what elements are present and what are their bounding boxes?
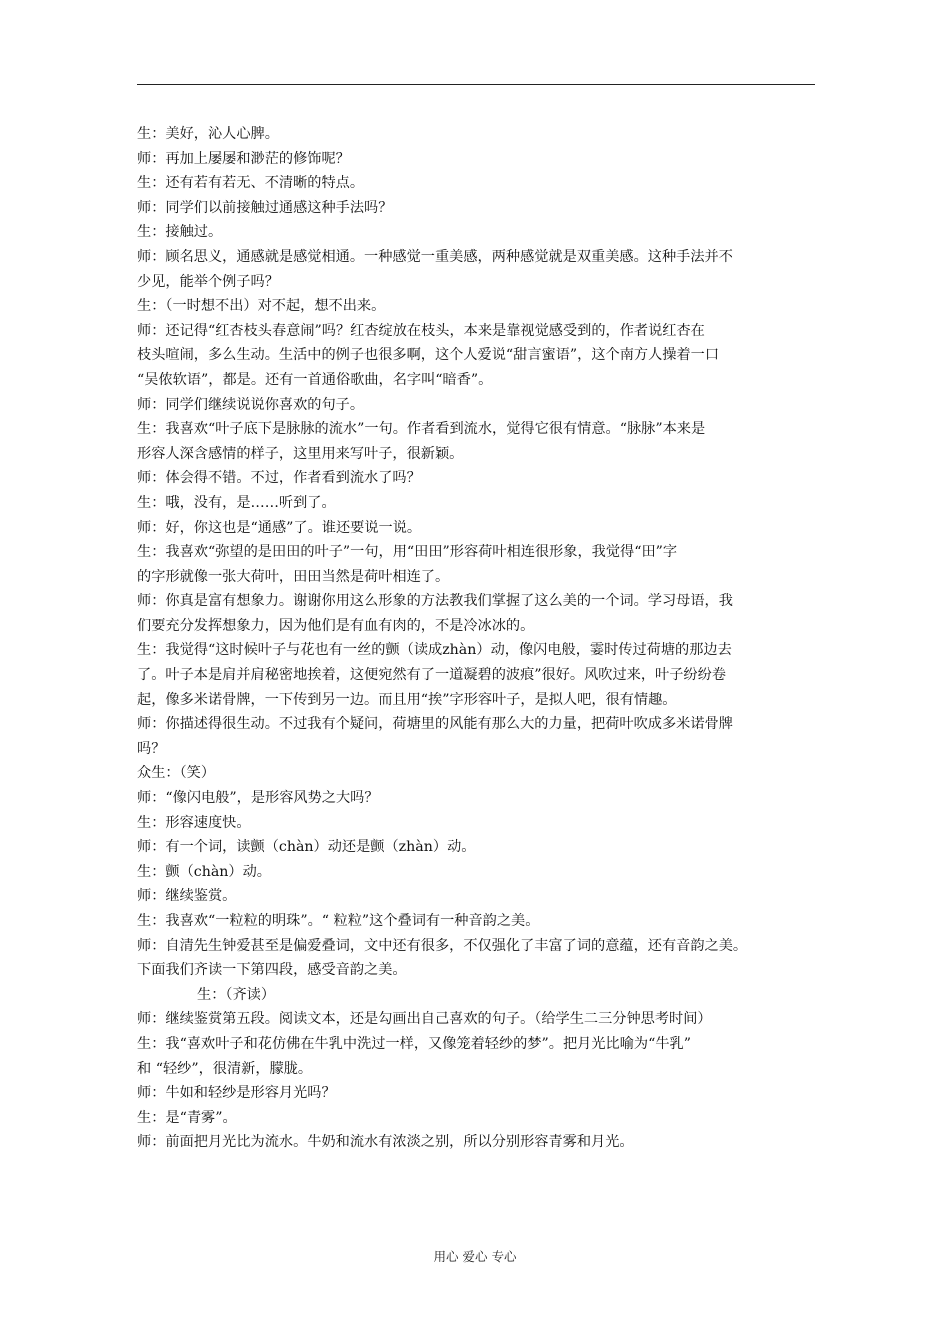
text-line: 生：还有若有若无、不清晰的特点。 xyxy=(137,175,365,192)
text-line: 起，像多米诺骨牌，一下传到另一边。而且用“挨”字形容叶子，是拟人吧，很有情趣。 xyxy=(137,691,677,708)
text-line: 生：我“喜欢叶子和花仿佛在牛乳中洗过一样，又像笼着轻纱的梦”。把月光比喻为“牛乳” xyxy=(137,1035,691,1052)
text-line: 生：哦，没有，是……听到了。 xyxy=(137,494,336,511)
text-line: 师：还记得“红杏枝头春意闹”吗？红杏绽放在枝头，本来是靠视觉感受到的，作者说红杏在 xyxy=(137,322,705,339)
text-line: 师：你真是富有想象力。谢谢你用这么形象的方法教我们掌握了这么美的一个词。学习母语，我 xyxy=(137,593,733,610)
text-line: 师：你描述得很生动。不过我有个疑问，荷塘里的风能有那么大的力量，把荷叶吹成多米诺骨牌 xyxy=(137,716,733,733)
text-line: 生：颤（chàn）动。 xyxy=(137,863,271,880)
text-line: 吗？ xyxy=(137,740,166,757)
text-line: 生：美好，沁人心脾。 xyxy=(137,126,279,142)
text-line: 生：我觉得“这时候叶子与花也有一丝的颤（读成zhàn）动，像闪电般，霎时传过荷塘的那边去 xyxy=(137,642,732,659)
text-line: 众生：（笑） xyxy=(137,765,216,782)
text-line: 师：同学们继续说说你喜欢的句子。 xyxy=(137,396,365,413)
text-line: 师：“像闪电般”，是形容风势之大吗？ xyxy=(137,790,379,807)
text-line: 师：牛如和轻纱是形容月光吗？ xyxy=(137,1085,336,1102)
text-line: 师：有一个词，读颤（chàn）动还是颤（zhàn）动。 xyxy=(137,839,476,856)
text-line: 师：前面把月光比为流水。牛奶和流水有浓淡之别，所以分别形容青雾和月光。 xyxy=(137,1134,634,1151)
text-line: 和 “轻纱”，很清新，朦胧。 xyxy=(137,1060,313,1077)
text-line: 生：（齐读） xyxy=(197,986,276,1003)
text-line: 生：形容速度快。 xyxy=(137,814,251,831)
text-line: 师：同学们以前接触过通感这种手法吗？ xyxy=(137,199,393,216)
text-line: 少见，能举个例子吗？ xyxy=(137,273,279,290)
text-line: 的字形就像一张大荷叶，田田当然是荷叶相连了。 xyxy=(137,568,450,585)
text-line: 师：体会得不错。不过，作者看到流水了吗？ xyxy=(137,470,421,487)
text-line: 生：我喜欢“弥望的是田田的叶子”一句，用“田田”形容荷叶相连很形象，我觉得“田”字 xyxy=(137,544,678,561)
text-line: 生：我喜欢“一粒粒的明珠”。“ 粒粒”这个叠词有一种音韵之美。 xyxy=(137,913,540,929)
header-rule xyxy=(137,84,815,85)
text-line: 师：好，你这也是“通感”了。谁还要说一说。 xyxy=(137,519,422,536)
text-line: 们要充分发挥想象力，因为他们是有血有肉的，不是冷冰冰的。 xyxy=(137,617,535,634)
text-line: 枝头喧闹，多么生动。生活中的例子也很多啊，这个人爱说“甜言蜜语”，这个南方人操着一口 xyxy=(137,347,720,364)
text-line: 师：继续鉴赏第五段。阅读文本，还是勾画出自己喜欢的句子。（给学生二三分钟思考时间） xyxy=(137,1011,712,1028)
text-line: 师：顾名思义，通感就是感觉相通。一种感觉一重美感，两种感觉就是双重美感。这种手法并不 xyxy=(137,248,733,265)
document-body xyxy=(137,122,827,1155)
text-line: 师：再加上屡屡和渺茫的修饰呢？ xyxy=(137,150,350,167)
text-line: 师：自清先生钟爱甚至是偏爱叠词，文中还有很多，不仅强化了丰富了词的意蕴，还有音韵之美。 xyxy=(137,937,748,954)
page-footer: 用心 爱心 专心 xyxy=(433,1249,517,1264)
text-line: 师：继续鉴赏。 xyxy=(137,888,237,905)
text-line: 生：是“青雾”。 xyxy=(137,1109,237,1126)
text-line: 下面我们齐读一下第四段，感受音韵之美。 xyxy=(137,962,407,979)
text-line: 了。叶子本是肩并肩秘密地挨着，这便宛然有了一道凝碧的波痕”很好。风吹过来，叶子纷纷卷 xyxy=(137,667,726,684)
text-line: 生：（一时想不出）对不起，想不出来。 xyxy=(137,298,386,315)
text-line: 生：我喜欢“叶子底下是脉脉的流水”一句。作者看到流水，觉得它很有情意。“脉脉”本来是 xyxy=(137,421,706,438)
text-line: “吴侬软语”，都是。还有一首通俗歌曲，名字叫“暗香”。 xyxy=(137,371,493,388)
text-line: 生：接触过。 xyxy=(137,224,223,241)
text-line: 形容人深含感情的样子，这里用来写叶子，很新颖。 xyxy=(137,445,464,462)
